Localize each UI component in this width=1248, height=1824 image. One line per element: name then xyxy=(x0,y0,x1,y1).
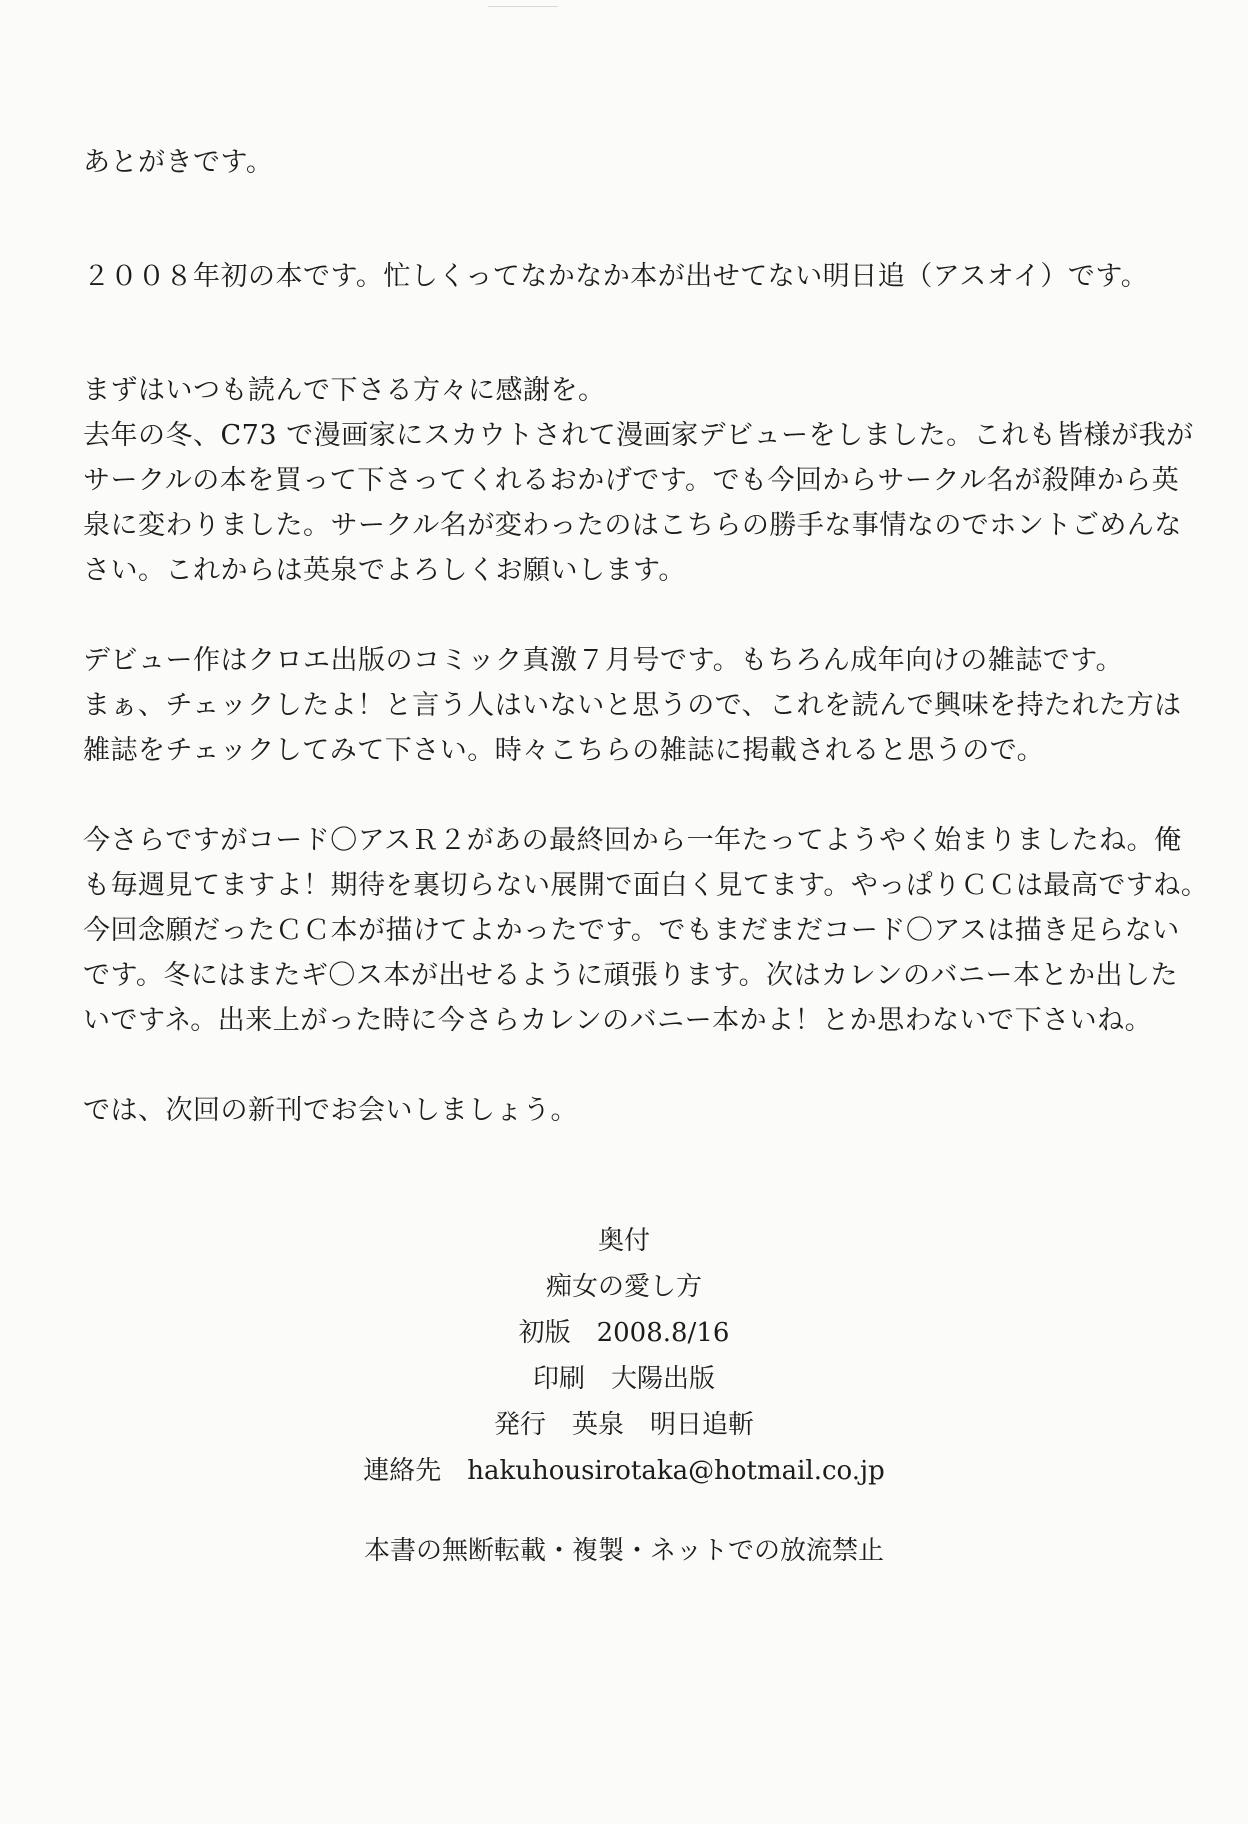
paragraph-line: 泉に変わりました。サークル名が変わったのはこちらの勝手な事情なのでホントごめんな xyxy=(83,510,1182,541)
paragraph-debut xyxy=(83,638,1182,773)
colophon xyxy=(0,1218,1248,1494)
afterword-closing: では、次回の新刊でお会いしましょう。 xyxy=(83,1095,578,1126)
afterword-intro: ２００８年初の本です。忙しくってなかなか本が出せてない明日追（アスオイ）です。 xyxy=(83,261,1149,292)
paragraph-thanks xyxy=(83,368,1194,593)
paragraph-line: 今回念願だったＣＣ本が描けてよかったです。でもまだまだコード〇アスは描き足らない xyxy=(83,915,1180,946)
colophon-publisher: 発行 英泉 明日追斬 xyxy=(493,1410,754,1440)
paragraph-series xyxy=(83,818,1209,1043)
paragraph-line: まずはいつも読んで下さる方々に感謝を。 xyxy=(83,375,606,406)
paragraph-line: 去年の冬、C73 で漫画家にスカウトされて漫画家デビューをしました。これも皆様が我が xyxy=(83,420,1194,451)
paragraph-line: 雑誌をチェックしてみて下さい。時々こちらの雑誌に掲載されると思うので。 xyxy=(83,735,1045,766)
paragraph-line: サークルの本を買って下さってくれるおかげです。でも今回からサークル名が殺陣から英 xyxy=(83,465,1180,496)
paragraph-line: です。冬にはまたギ〇ス本が出せるように頑張ります。次はカレンのバニー本とか出した xyxy=(83,960,1179,991)
colophon-edition: 初版 2008.8/16 xyxy=(518,1318,730,1348)
afterword-text xyxy=(83,140,1209,1133)
paragraph-line: デビュー作はクロエ出版のコミック真激７月号です。もちろん成年向けの雑誌です。 xyxy=(83,645,1124,676)
paragraph-line: 今さらですがコード〇アスＲ２があの最終回から一年たってようやく始まりましたね。俺 xyxy=(83,825,1182,856)
colophon-book-title: 痴女の愛し方 xyxy=(545,1272,702,1302)
paragraph-line: も毎週見てますよ！期待を裏切らない展開で面白く見てます。やっぱりＣＣは最高ですね。 xyxy=(83,870,1209,901)
paragraph-line: さい。これからは英泉でよろしくお願いします。 xyxy=(83,555,686,586)
colophon-contact: 連絡先 hakuhousirotaka@hotmail.co.jp xyxy=(363,1456,885,1486)
paragraph-line: まぁ、チェックしたよ！と言う人はいないと思うので、これを読んで興味を持たれた方は xyxy=(83,690,1182,721)
colophon-printer: 印刷 大陽出版 xyxy=(532,1364,715,1394)
scan-mark xyxy=(488,6,558,10)
paragraph-line: いですネ。出来上がった時に今さらカレンのバニー本かよ！とか思わないで下さいね。 xyxy=(83,1005,1153,1036)
colophon-title: 奥付 xyxy=(597,1226,650,1256)
copyright-notice: 本書の無断転載・複製・ネットでの放流禁止 xyxy=(363,1536,884,1566)
afterword-heading: あとがきです。 xyxy=(83,147,274,178)
